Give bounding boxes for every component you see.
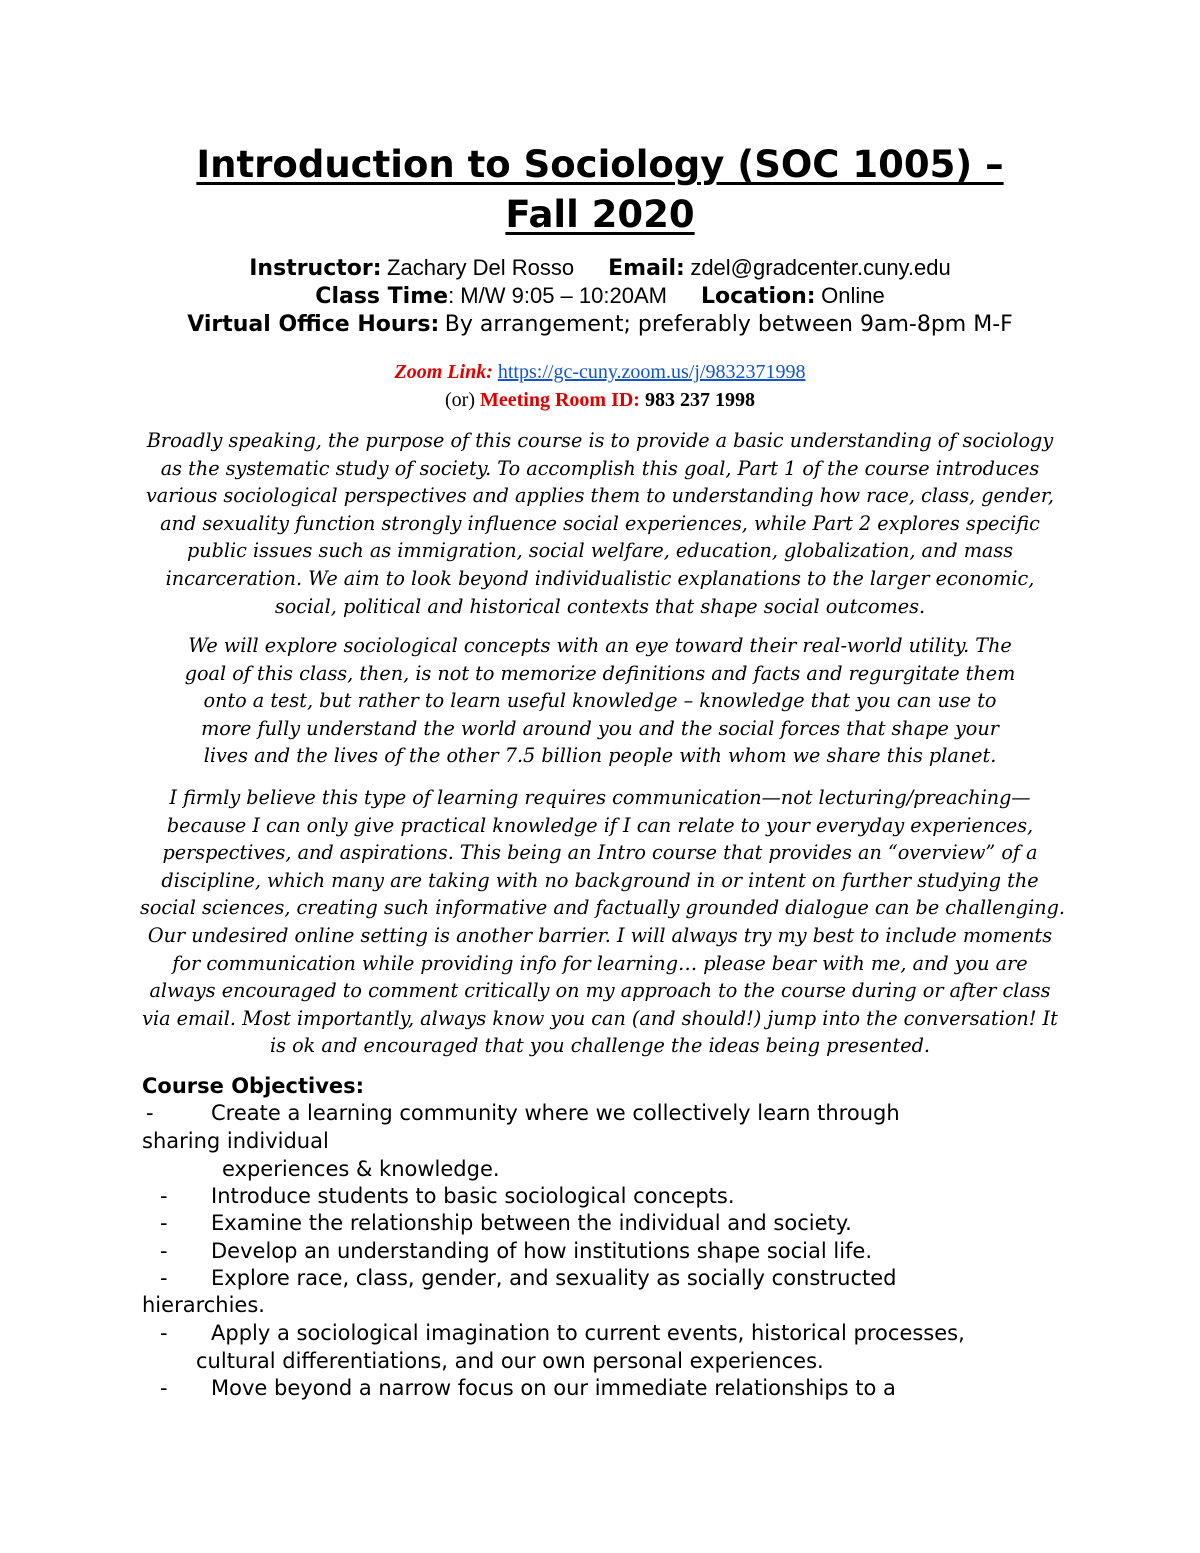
objective-continuation: cultural differentiations, and our own personal experiences. bbox=[196, 1349, 824, 1373]
objective-text: Apply a sociological imagination to current events, historical processes, bbox=[211, 1321, 965, 1345]
title-line-1: Introduction to Sociology (SOC 1005) – bbox=[196, 143, 1004, 186]
objective-continuation: hierarchies. bbox=[142, 1293, 265, 1317]
paragraph-line: Our undesired online setting is another barrier. I will always try my best to include moments bbox=[147, 923, 1053, 947]
paragraph-line: always encouraged to comment critically on my approach to the course during or after class bbox=[149, 979, 1051, 1003]
intro-paragraph-3 bbox=[140, 784, 1065, 1060]
email-label: Email: bbox=[608, 256, 685, 281]
instructor-name: Zachary Del Rosso bbox=[387, 255, 575, 280]
objective-text: Introduce students to basic sociological concepts. bbox=[211, 1184, 735, 1208]
paragraph-line: and sexuality function strongly influence social experiences, while Part 2 explores specific bbox=[160, 511, 1040, 535]
list-dash: - bbox=[160, 1321, 168, 1345]
objective-continuation: experiences & knowledge. bbox=[222, 1157, 500, 1181]
objective-text: Develop an understanding of how institutions shape social life. bbox=[211, 1239, 873, 1263]
list-dash: - bbox=[160, 1376, 168, 1400]
email-address: zdel@gradcenter.cuny.edu bbox=[690, 255, 951, 280]
paragraph-line: for communication while providing info for learning… please bear with me, and you are bbox=[172, 951, 1028, 975]
office-hours-value: By arrangement; preferably between 9am-8pm M-F bbox=[444, 312, 1013, 337]
paragraph-line: because I can only give practical knowledge if I can relate to your everyday experiences, bbox=[166, 813, 1034, 837]
paragraph-line: lives and the lives of the other 7.5 billion people with whom we share this planet. bbox=[203, 744, 997, 768]
paragraph-line: perspectives, and aspirations. This being an Intro course that provides an “overview” of a bbox=[162, 841, 1038, 865]
list-dash: - bbox=[160, 1184, 168, 1208]
list-dash: - bbox=[160, 1211, 168, 1235]
location-value: Online bbox=[821, 283, 885, 308]
paragraph-line: as the systematic study of society. To accomplish this goal, Part 1 of the course introduces bbox=[160, 456, 1040, 480]
objective-text: Examine the relationship between the individual and society. bbox=[211, 1211, 852, 1235]
intro-paragraph-2 bbox=[140, 632, 1060, 770]
paragraph-line: public issues such as immigration, social welfare, education, globalization, and mass bbox=[186, 539, 1014, 563]
zoom-link-label: Zoom Link: bbox=[394, 361, 493, 383]
zoom-link-line bbox=[100, 358, 1100, 386]
list-dash: - bbox=[160, 1239, 168, 1263]
objective-text: Move beyond a narrow focus on our immediate relationships to a bbox=[211, 1376, 896, 1400]
paragraph-line: Broadly speaking, the purpose of this course is to provide a basic understanding of sociology bbox=[146, 429, 1054, 452]
zoom-link[interactable]: https://gc-cuny.zoom.us/j/9832371998 bbox=[497, 361, 806, 383]
or-text: (or) bbox=[445, 389, 475, 411]
paragraph-line: onto a test, but rather to learn useful knowledge – knowledge that you can use to bbox=[203, 689, 997, 713]
page-title bbox=[100, 140, 1100, 240]
instructor-line bbox=[100, 254, 1100, 283]
objective-text: Create a learning community where we collectively learn through bbox=[211, 1101, 900, 1125]
meeting-room-label: Meeting Room ID: bbox=[480, 389, 640, 411]
office-hours-line bbox=[100, 310, 1100, 339]
title-line-2: Fall 2020 bbox=[505, 193, 695, 236]
paragraph-line: We will explore sociological concepts with an eye toward their real-world utility. The bbox=[188, 634, 1012, 657]
class-time-value: : M/W 9:05 – 10:20AM bbox=[448, 283, 667, 308]
instructor-label: Instructor: bbox=[249, 256, 382, 281]
paragraph-line: goal of this class, then, is not to memorize definitions and facts and regurgitate them bbox=[184, 661, 1016, 685]
paragraph-line: via email. Most importantly, always know you can (and should!) jump into the conversation! It bbox=[142, 1006, 1058, 1030]
paragraph-line: social, political and historical contexts that shape social outcomes. bbox=[274, 594, 926, 618]
meeting-room-line bbox=[100, 386, 1100, 414]
intro-paragraph-1 bbox=[140, 427, 1060, 620]
paragraph-line: social sciences, creating such informative and factually grounded dialogue can be challenging. bbox=[140, 896, 1065, 920]
paragraph-line: is ok and encouraged that you challenge the ideas being presented. bbox=[270, 1034, 930, 1058]
location-label: Location: bbox=[700, 284, 816, 309]
class-time-label: Class Time bbox=[315, 284, 449, 309]
course-objectives-heading: Course Objectives: bbox=[142, 1074, 365, 1098]
office-hours-label: Virtual Office Hours: bbox=[187, 312, 440, 337]
list-dash: - bbox=[160, 1266, 168, 1290]
objective-text: Explore race, class, gender, and sexuality as socially constructed bbox=[211, 1266, 897, 1290]
objective-continuation: sharing individual bbox=[142, 1129, 329, 1153]
meeting-room-id: 983 237 1998 bbox=[644, 389, 755, 411]
paragraph-line: more fully understand the world around you and the social forces that shape your bbox=[201, 716, 999, 740]
paragraph-line: various sociological perspectives and applies them to understanding how race, class, gender, bbox=[145, 484, 1055, 508]
paragraph-line: I firmly believe this type of learning requires communication—not lecturing/preaching— bbox=[169, 786, 1031, 809]
paragraph-line: incarceration. We aim to look beyond individualistic explanations to the larger economic, bbox=[165, 566, 1035, 590]
list-dash: - bbox=[146, 1101, 154, 1125]
class-time-line bbox=[100, 282, 1100, 311]
paragraph-line: discipline, which many are taking with no background in or intent on further studying the bbox=[161, 868, 1039, 892]
